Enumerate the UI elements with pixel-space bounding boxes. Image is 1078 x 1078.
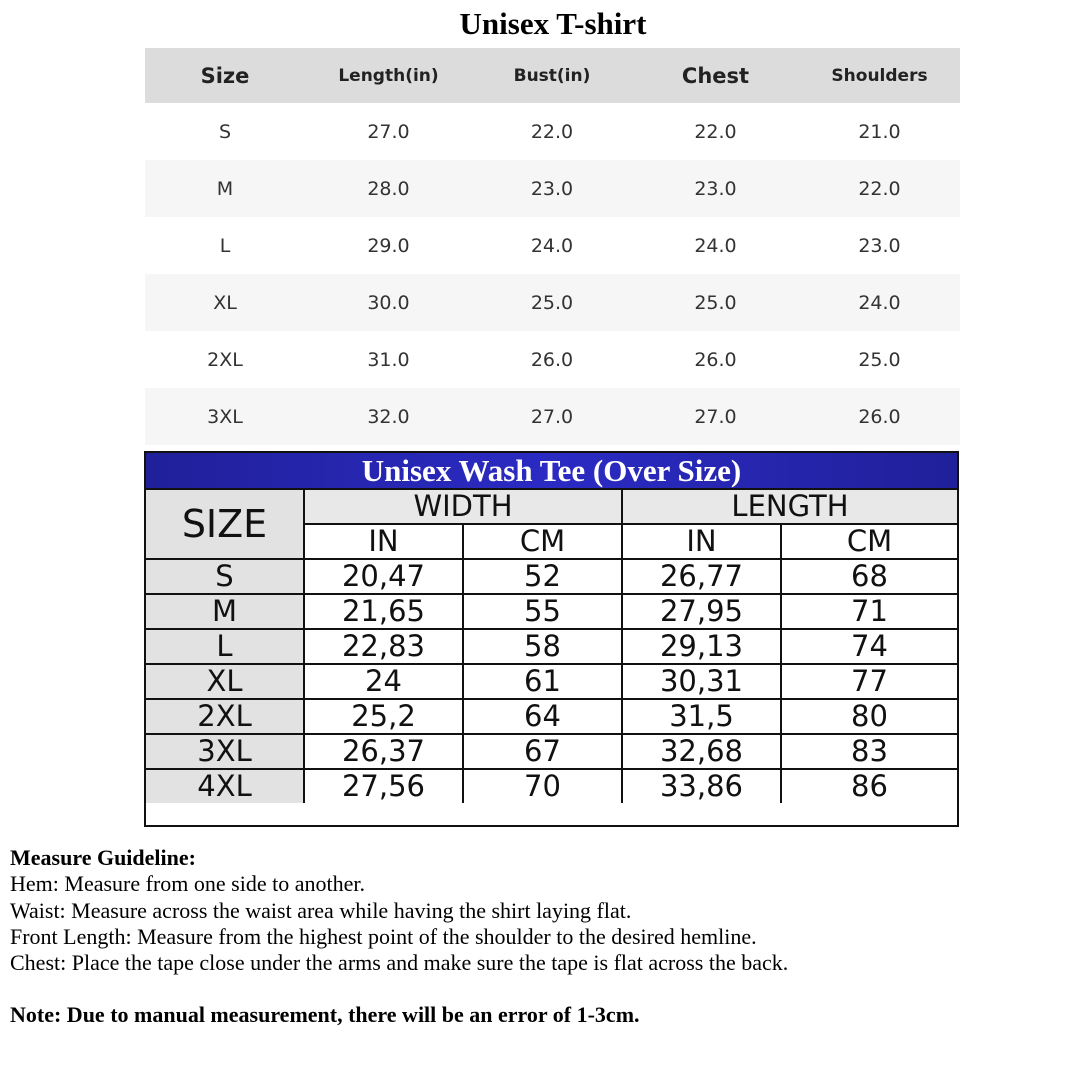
measurement-note: Note: Due to manual measurement, there will be an error of 1-3cm. (10, 1002, 640, 1028)
width-in-cell: 22,83 (304, 629, 463, 664)
width-in-cell: 24 (304, 664, 463, 699)
width-cm-cell: 58 (463, 629, 622, 664)
unit-header-cm: CM (463, 524, 622, 559)
header-size: Size (200, 63, 250, 88)
table-row (145, 103, 960, 160)
table-row (145, 274, 960, 331)
table-row (146, 629, 957, 664)
size-header: SIZE (146, 490, 304, 559)
table-row (145, 217, 960, 274)
tshirt-size-table (145, 48, 960, 445)
size-cell: 3XL (146, 734, 304, 769)
length-cm-cell: 77 (781, 664, 957, 699)
length-cm-cell: 83 (781, 734, 957, 769)
length-in-cell: 30,31 (622, 664, 781, 699)
size-cell: 3XL (207, 405, 243, 428)
shoulders-cell: 24.0 (858, 291, 901, 314)
size-cell: 4XL (146, 769, 304, 803)
width-cm-cell: 55 (463, 594, 622, 629)
size-cell: L (219, 234, 231, 257)
length-header: LENGTH (622, 490, 957, 524)
bust-cell: 22.0 (530, 120, 574, 143)
wash-tee-size-table (144, 451, 959, 827)
guideline-line-front-length: Front Length: Measure from the highest point of the shoulder to the desired hemline. (10, 923, 757, 949)
size-cell: L (146, 629, 304, 664)
table-row (145, 160, 960, 217)
table-title-banner: Unisex Wash Tee (Over Size) (146, 453, 957, 490)
width-in-cell: 21,65 (304, 594, 463, 629)
size-cell: M (216, 177, 234, 200)
guideline-line-waist: Waist: Measure across the waist area while having the shirt laying flat. (10, 897, 632, 923)
table-row (146, 594, 957, 629)
guideline-line-hem: Hem: Measure from one side to another. (10, 871, 365, 897)
length-cm-cell: 80 (781, 699, 957, 734)
length-in-cell: 31,5 (622, 699, 781, 734)
unit-header-in: IN (622, 524, 781, 559)
shoulders-cell: 21.0 (858, 120, 901, 143)
size-cell: S (218, 120, 232, 143)
length-cell: 30.0 (367, 291, 410, 314)
width-header: WIDTH (304, 490, 622, 524)
length-in-cell: 33,86 (622, 769, 781, 803)
width-in-cell: 25,2 (304, 699, 463, 734)
shoulders-cell: 25.0 (858, 348, 901, 371)
bust-cell: 24.0 (530, 234, 574, 257)
header-chest: Chest (681, 63, 750, 88)
size-cell: S (146, 559, 304, 594)
bust-cell: 26.0 (530, 348, 574, 371)
bust-cell: 27.0 (530, 405, 574, 428)
table-row (146, 559, 957, 594)
guideline-heading: Measure Guideline: (10, 845, 196, 870)
page-title: Unisex T-shirt (459, 6, 647, 41)
chest-cell: 27.0 (694, 405, 737, 428)
chest-cell: 22.0 (694, 120, 737, 143)
width-in-cell: 26,37 (304, 734, 463, 769)
width-cm-cell: 70 (463, 769, 622, 803)
length-cm-cell: 68 (781, 559, 957, 594)
table-row (146, 769, 957, 803)
length-in-cell: 29,13 (622, 629, 781, 664)
size-cell: 2XL (207, 348, 243, 371)
shoulders-cell: 26.0 (858, 405, 901, 428)
length-in-cell: 27,95 (622, 594, 781, 629)
table-row (146, 699, 957, 734)
size-cell: 2XL (146, 699, 304, 734)
table-row (145, 388, 960, 445)
width-cm-cell: 67 (463, 734, 622, 769)
size-cell: XL (213, 291, 237, 314)
length-cell: 32.0 (367, 405, 410, 428)
header-shoulders: Shoulders (831, 65, 928, 86)
group-header-row (146, 490, 957, 524)
bust-cell: 25.0 (530, 291, 574, 314)
guideline-line-chest: Chest: Place the tape close under the arms and make sure the tape is flat across the back. (10, 950, 789, 976)
header-length: Length(in) (338, 65, 439, 86)
bust-cell: 23.0 (530, 177, 574, 200)
wash-tee-grid (146, 490, 957, 803)
width-cm-cell: 61 (463, 664, 622, 699)
length-cm-cell: 74 (781, 629, 957, 664)
length-cell: 29.0 (367, 234, 410, 257)
width-in-cell: 20,47 (304, 559, 463, 594)
chest-cell: 23.0 (694, 177, 737, 200)
size-cell: XL (146, 664, 304, 699)
length-in-cell: 32,68 (622, 734, 781, 769)
unit-header-in: IN (304, 524, 463, 559)
width-cm-cell: 64 (463, 699, 622, 734)
length-cm-cell: 71 (781, 594, 957, 629)
length-in-cell: 26,77 (622, 559, 781, 594)
chest-cell: 24.0 (694, 234, 737, 257)
size-cell: M (146, 594, 304, 629)
table-row (145, 331, 960, 388)
header-bust: Bust(in) (513, 65, 591, 86)
chest-cell: 26.0 (694, 348, 737, 371)
chest-cell: 25.0 (694, 291, 737, 314)
shoulders-cell: 22.0 (858, 177, 901, 200)
length-cell: 27.0 (367, 120, 410, 143)
table-row (146, 734, 957, 769)
length-cell: 31.0 (367, 348, 410, 371)
length-cell: 28.0 (367, 177, 410, 200)
table-row (146, 664, 957, 699)
width-cm-cell: 52 (463, 559, 622, 594)
measure-guideline (10, 845, 1070, 1029)
length-cm-cell: 86 (781, 769, 957, 803)
shoulders-cell: 23.0 (858, 234, 901, 257)
unit-header-cm: CM (781, 524, 957, 559)
width-in-cell: 27,56 (304, 769, 463, 803)
table-header-row (145, 48, 960, 103)
